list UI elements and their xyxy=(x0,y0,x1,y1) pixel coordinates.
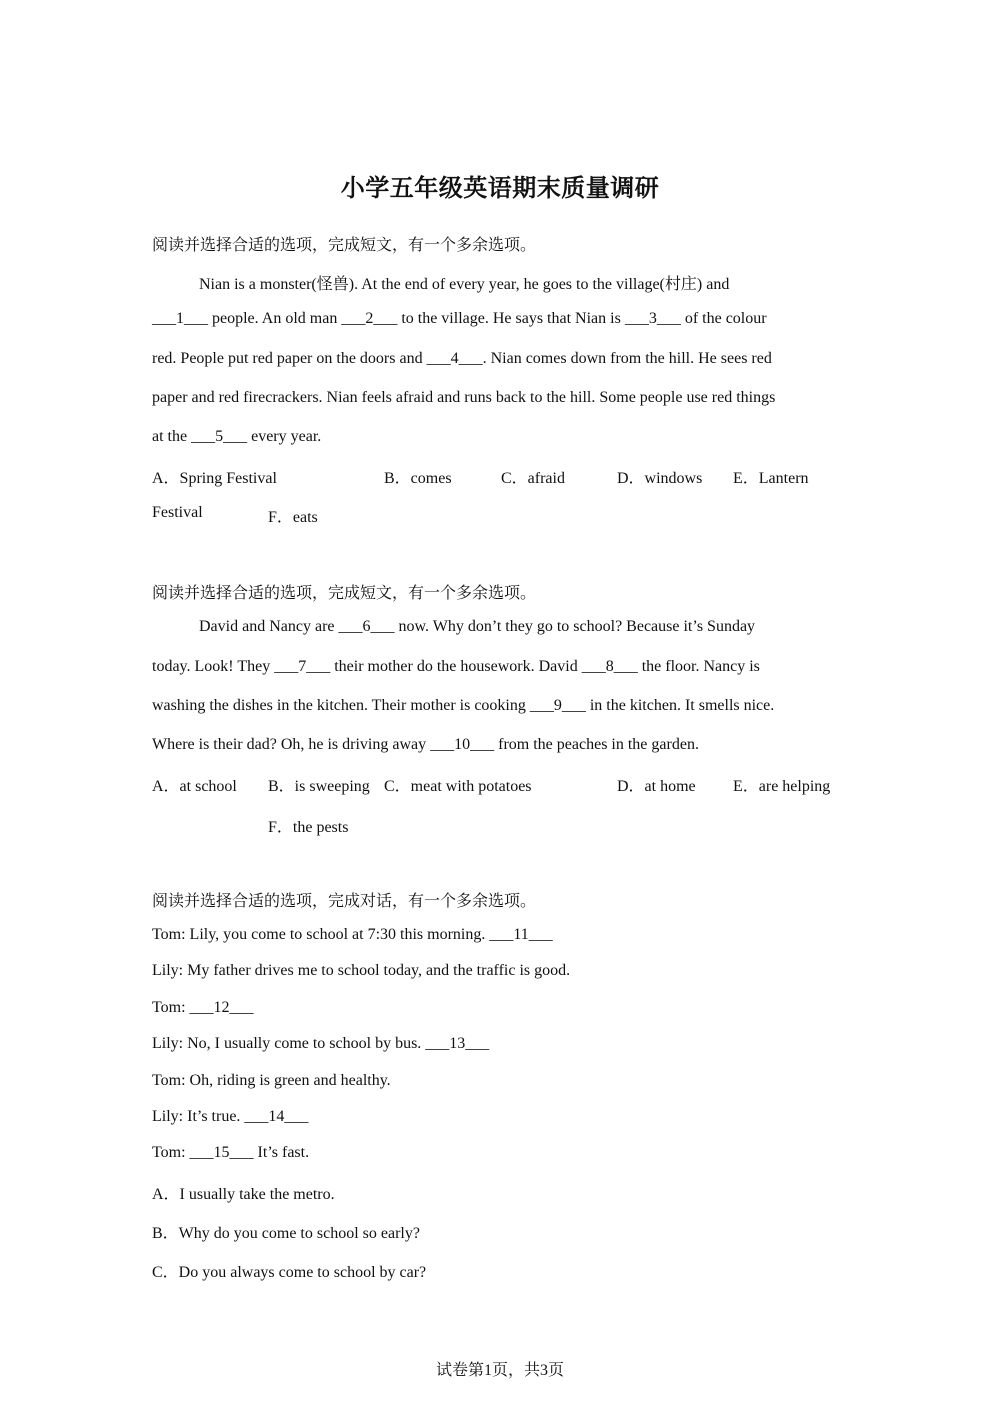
dialogue-line: Lily: It’s true. ___14___ xyxy=(152,1108,309,1125)
section2-line: David and Nancy are ___6___ now. Why don’t they go to school? Because it’s Sunday xyxy=(199,618,756,635)
section2-option-e: E．are helping xyxy=(733,778,831,795)
section3-option-b: B．Why do you come to school so early? xyxy=(152,1225,420,1242)
dialogue-line: Tom: ___12___ xyxy=(152,999,254,1016)
section3-option-a: A．I usually take the metro. xyxy=(152,1186,335,1203)
section2-line: washing the dishes in the kitchen. Their mother is cooking ___9___ in the kitchen. It smells nice. xyxy=(152,697,775,714)
section1-option-d: D．windows xyxy=(617,470,703,487)
section1-line: ___1___ people. An old man ___2___ to the village. He says that Nian is ___3___ of the colour xyxy=(152,310,767,327)
section1-line: paper and red firecrackers. Nian feels afraid and runs back to the hill. Some people use red things xyxy=(152,389,776,406)
section1-instruction: 阅读并选择合适的选项，完成短文，有一个多余选项。 xyxy=(152,235,537,254)
section1-line: red. People put red paper on the doors and ___4___. Nian comes down from the hill. He sees red xyxy=(152,350,772,367)
section1-line: at the ___5___ every year. xyxy=(152,428,322,445)
section3-option-c: C．Do you always come to school by car? xyxy=(152,1264,427,1281)
section2-instruction: 阅读并选择合适的选项，完成短文，有一个多余选项。 xyxy=(152,583,537,602)
section1-option-e: E．Lantern xyxy=(733,470,809,487)
section2-option-f: F．the pests xyxy=(268,819,349,836)
section1-option-e-continued: Festival xyxy=(152,504,203,521)
section2-line: today. Look! They ___7___ their mother do the housework. David ___8___ the floor. Nancy is xyxy=(152,658,760,675)
dialogue-line: Lily: No, I usually come to school by bus. ___13___ xyxy=(152,1035,490,1052)
section1-option-a: A．Spring Festival xyxy=(152,470,277,487)
section2-option-b: B．is sweeping xyxy=(268,778,370,795)
section2-line: Where is their dad? Oh, he is driving away ___10___ from the peaches in the garden. xyxy=(152,736,699,753)
section2-option-c: C．meat with potatoes xyxy=(384,778,532,795)
section2-option-d: D．at home xyxy=(617,778,696,795)
section1-option-f: F．eats xyxy=(268,509,318,526)
dialogue-line: Tom: Oh, riding is green and healthy. xyxy=(152,1072,391,1089)
dialogue-line: Lily: My father drives me to school today, and the traffic is good. xyxy=(152,962,571,979)
section2-option-a: A．at school xyxy=(152,778,237,795)
dialogue-line: Tom: ___15___ It’s fast. xyxy=(152,1144,310,1161)
dialogue-line: Tom: Lily, you come to school at 7:30 this morning. ___11___ xyxy=(152,926,553,943)
section1-line: Nian is a monster(怪兽). At the end of every year, he goes to the village(村庄) and xyxy=(199,276,730,293)
section3-instruction: 阅读并选择合适的选项，完成对话，有一个多余选项。 xyxy=(152,891,537,910)
page-footer: 试卷第1页，共3页 xyxy=(435,1362,564,1379)
page-title: 小学五年级英语期末质量调研 xyxy=(340,174,660,202)
section1-option-b: B．comes xyxy=(384,470,452,487)
section1-option-c: C．afraid xyxy=(501,470,565,487)
